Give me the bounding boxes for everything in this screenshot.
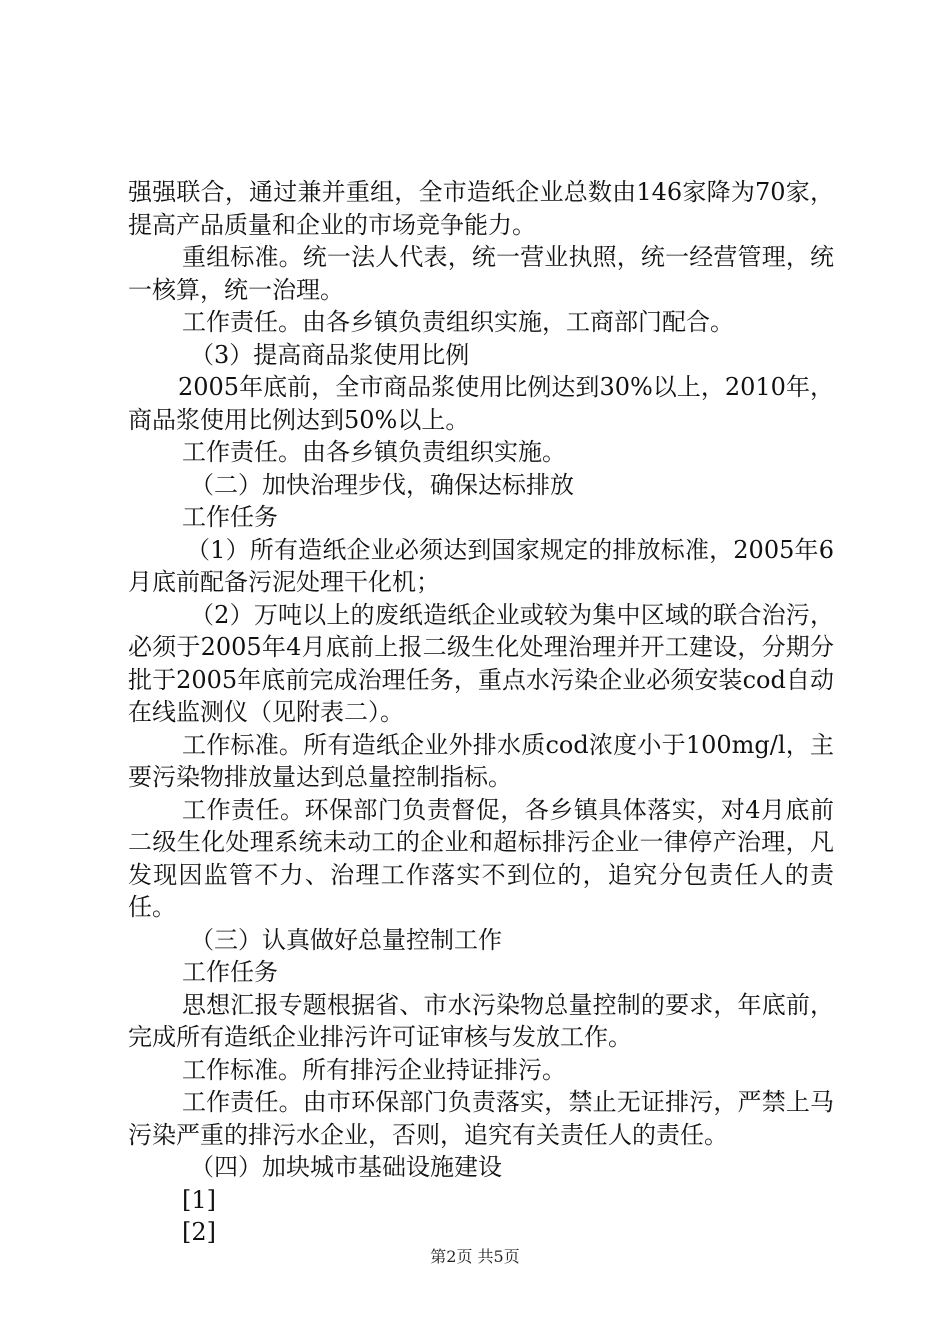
- page-footer: 第2页 共5页: [430, 1247, 520, 1266]
- paragraph-1: 强强联合，通过兼并重组，全市造纸企业总数由146家降为70家，提高产品质量和企业的市场竞争能力。: [128, 178, 834, 239]
- paragraph-16: 工作标准。所有排污企业持证排污。: [182, 1055, 566, 1084]
- paragraph-11: 工作标准。所有造纸企业外排水质cod浓度小于100mg/l，主要污染物排放量达到总量控制指标。: [128, 730, 834, 791]
- paragraph-13: （三）认真做好总量控制工作: [190, 925, 502, 954]
- paragraph-6: 工作责任。由各乡镇负责组织实施。: [182, 438, 566, 466]
- paragraph-18: （四）加块城市基础设施建设: [190, 1153, 502, 1181]
- paragraph-15: 思想汇报专题根据省、市水污染物总量控制的要求，年底前，完成所有造纸企业排污许可证审核与发放工作。: [128, 990, 834, 1051]
- paragraph-17: 工作责任。由市环保部门负责落实，禁止无证排污，严禁上马污染严重的排污水企业，否则，追究有关责任人的责任。: [128, 1088, 834, 1149]
- paragraph-10: （2）万吨以上的废纸造纸企业或较为集中区域的联合治污，必须于2005年4月底前上报二级生化处理治理并开工建设，分期分批于2005年底前完成治理任务，重点水污染企业必须安装cod自动在线监测仪（见附表二）。: [128, 600, 834, 726]
- paragraph-5: 2005年底前，全市商品浆使用比例达到30%以上，2010年，商品浆使用比例达到50%以上。: [128, 373, 834, 434]
- paragraph-12: 工作责任。环保部门负责督促，各乡镇具体落实，对4月底前二级生化处理系统未动工的企业和超标排污企业一律停产治理，凡发现因监管不力、治理工作落实不到位的，追究分包责任人的责任。: [128, 795, 834, 921]
- paragraph-4: （3）提高商品浆使用比例: [190, 340, 470, 369]
- paragraph-14: 工作任务: [182, 958, 278, 986]
- paragraph-19: [1]: [182, 1185, 216, 1214]
- paragraph-3: 工作责任。由各乡镇负责组织实施，工商部门配合。: [182, 308, 734, 336]
- paragraph-20: [2]: [182, 1218, 216, 1246]
- paragraph-9: （1）所有造纸企业必须达到国家规定的排放标准，2005年6月底前配备污泥处理干化机；: [128, 535, 834, 596]
- paragraph-7: （二）加快治理步伐，确保达标排放: [190, 470, 574, 499]
- paragraph-2: 重组标准。统一法人代表，统一营业执照，统一经营管理，统一核算，统一治理。: [128, 243, 834, 304]
- paragraph-8: 工作任务: [182, 503, 278, 531]
- document-body: [128, 176, 834, 1249]
